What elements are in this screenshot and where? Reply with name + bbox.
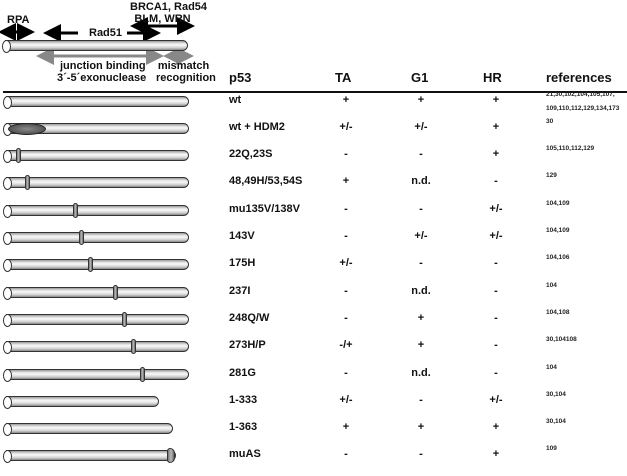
- references-cell: 105,110,112,129: [546, 145, 595, 152]
- header-g1: G1: [411, 70, 429, 85]
- references-cell: 21,30,102,104,105,107,: [546, 91, 615, 98]
- g1-cell: +: [417, 94, 425, 106]
- ta-cell: +: [342, 175, 350, 187]
- p53-protein-tube-icon: [6, 205, 189, 216]
- junction-label-line2: 3´-5´exonuclease: [57, 72, 147, 84]
- references-cell: 30,104: [546, 418, 566, 425]
- variant-name: 281G: [229, 367, 256, 379]
- table-row: [0, 391, 627, 422]
- ta-cell: -/+: [339, 339, 353, 351]
- table-row: [0, 200, 627, 231]
- variant-name: 22Q,23S: [229, 148, 273, 160]
- hr-cell: +/-: [489, 394, 503, 406]
- variant-name: 273H/P: [229, 339, 266, 351]
- references-cell: 104,108: [546, 309, 570, 316]
- p53-protein-tube-icon: [6, 450, 176, 461]
- brca-label-line1: BRCA1, Rad54: [130, 1, 208, 13]
- ta-cell: -: [344, 448, 348, 460]
- p53-protein-tube-icon: [6, 123, 189, 134]
- brca-label-line2: BLM, WRN: [134, 13, 191, 25]
- variant-name: wt: [229, 94, 242, 106]
- hr-cell: -: [494, 367, 498, 379]
- variant-name: muAS: [229, 448, 261, 460]
- references-cell: 30,104: [546, 391, 566, 398]
- mutation-marker-icon: [113, 285, 118, 300]
- references-cell: 109: [546, 445, 557, 452]
- legend-p53-tube-icon: [5, 40, 188, 51]
- mismatch-label-line2: recognition: [156, 72, 216, 84]
- references-cell: 104,109: [546, 227, 570, 234]
- table-row: [0, 118, 627, 149]
- variant-name: 143V: [229, 230, 255, 242]
- variant-name: 1-333: [229, 394, 258, 406]
- hr-cell: -: [494, 257, 498, 269]
- table-row: [0, 227, 627, 258]
- g1-cell: -: [419, 448, 423, 460]
- rad51-label: Rad51: [89, 27, 123, 39]
- junction-label-line1: junction binding: [60, 60, 146, 72]
- ta-cell: -: [344, 148, 348, 160]
- header-p53: p53: [229, 70, 252, 85]
- table-row: [0, 336, 627, 367]
- g1-cell: n.d.: [411, 285, 431, 297]
- variant-name: 237I: [229, 285, 251, 297]
- ta-cell: -: [344, 285, 348, 297]
- table-row: [0, 282, 627, 313]
- variant-name: mu135V/138V: [229, 203, 300, 215]
- ta-cell: +: [342, 421, 350, 433]
- ta-cell: +/-: [339, 121, 353, 133]
- variant-name: 48,49H/53,54S: [229, 175, 303, 187]
- p53-protein-tube-icon: [6, 396, 159, 407]
- mutation-marker-icon: [79, 230, 84, 245]
- hr-cell: +: [492, 421, 500, 433]
- hr-cell: -: [494, 175, 498, 187]
- ta-cell: -: [344, 230, 348, 242]
- g1-cell: +: [417, 339, 425, 351]
- g1-cell: -: [419, 394, 423, 406]
- ta-cell: -: [344, 203, 348, 215]
- references-cell: 30,104108: [546, 336, 577, 343]
- ta-cell: +: [342, 94, 350, 106]
- references-cell-cont: 109,110,112,129,134,173: [546, 105, 620, 112]
- hr-cell: +: [492, 121, 500, 133]
- ta-cell: -: [344, 367, 348, 379]
- table-row: [0, 418, 627, 449]
- ta-cell: +/-: [339, 394, 353, 406]
- p53-protein-tube-icon: [6, 259, 189, 270]
- mutation-marker-icon: [140, 367, 145, 382]
- hr-cell: -: [494, 339, 498, 351]
- table-row: [0, 91, 627, 122]
- mutation-marker-icon: [131, 339, 136, 354]
- header-divider: [3, 91, 627, 93]
- p53-protein-tube-icon: [6, 287, 189, 298]
- g1-cell: +: [417, 312, 425, 324]
- references-cell: 104,106: [546, 254, 570, 261]
- ta-cell: +/-: [339, 257, 353, 269]
- g1-cell: -: [419, 257, 423, 269]
- table-row: [0, 254, 627, 285]
- hr-cell: +/-: [489, 203, 503, 215]
- mutation-marker-icon: [122, 312, 127, 327]
- rpa-label: RPA: [7, 14, 30, 26]
- mismatch-label-line1: mismatch: [157, 60, 210, 72]
- header-references: references: [546, 70, 612, 85]
- g1-cell: +/-: [414, 230, 428, 242]
- table-row: [0, 172, 627, 203]
- references-cell: 129: [546, 172, 557, 179]
- references-cell: 104: [546, 364, 557, 371]
- p53-protein-tube-icon: [6, 150, 189, 161]
- g1-cell: -: [419, 203, 423, 215]
- p53-protein-tube-icon: [6, 423, 173, 434]
- p53-protein-tube-icon: [6, 314, 189, 325]
- g1-cell: +/-: [414, 121, 428, 133]
- hr-cell: +/-: [489, 230, 503, 242]
- hr-cell: -: [494, 285, 498, 297]
- table-row: [0, 445, 627, 476]
- ta-cell: -: [344, 312, 348, 324]
- variant-name: 175H: [229, 257, 256, 269]
- variant-name: 1-363: [229, 421, 258, 433]
- p53-protein-tube-icon: [6, 341, 189, 352]
- variant-name: wt + HDM2: [229, 121, 285, 133]
- hr-cell: +: [492, 94, 500, 106]
- table-row: [0, 309, 627, 340]
- p53-protein-tube-icon: [6, 232, 189, 243]
- references-cell: 104: [546, 282, 557, 289]
- header-ta: TA: [335, 70, 352, 85]
- header-hr: HR: [483, 70, 502, 85]
- p53-protein-tube-icon: [6, 177, 189, 188]
- mutation-marker-icon: [16, 148, 21, 163]
- p53-protein-tube-icon: [6, 369, 189, 380]
- mutation-marker-icon: [25, 175, 30, 190]
- g1-cell: n.d.: [411, 175, 431, 187]
- references-cell: 104,109: [546, 200, 570, 207]
- mutation-marker-icon: [167, 448, 175, 463]
- hr-cell: +: [492, 448, 500, 460]
- mutation-marker-icon: [88, 257, 93, 272]
- references-cell: 30: [546, 118, 554, 125]
- hr-cell: -: [494, 312, 498, 324]
- table-row: [0, 145, 627, 176]
- g1-cell: -: [419, 148, 423, 160]
- g1-cell: +: [417, 421, 425, 433]
- p53-protein-tube-icon: [6, 96, 189, 107]
- mutation-marker-icon: [73, 203, 78, 218]
- table-row: [0, 364, 627, 395]
- g1-cell: n.d.: [411, 367, 431, 379]
- hr-cell: +: [492, 148, 500, 160]
- hdm2-binding-icon: [8, 123, 46, 135]
- variant-name: 248Q/W: [229, 312, 270, 324]
